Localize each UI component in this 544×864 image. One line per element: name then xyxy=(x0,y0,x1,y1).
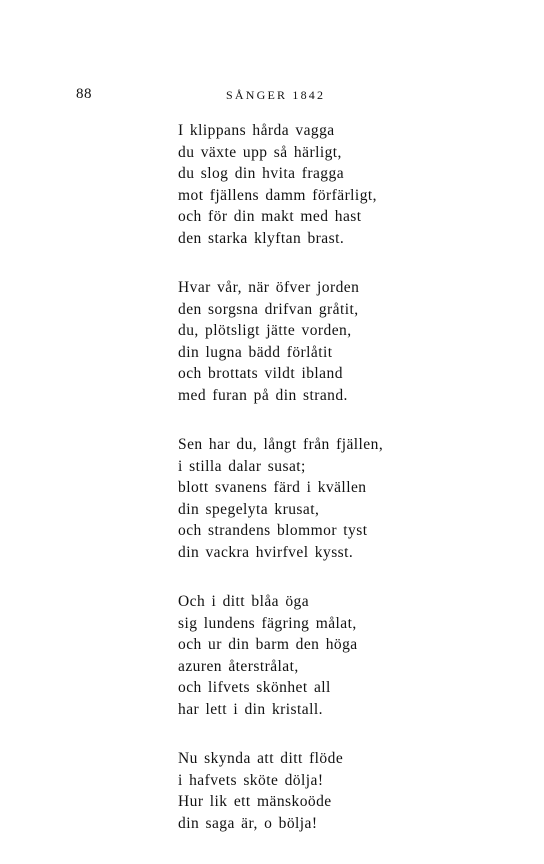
running-head: SÅNGER 1842 xyxy=(226,88,326,102)
poem-line: din spegelyta krusat, xyxy=(178,500,320,518)
poem-line: Och i ditt blåa öga xyxy=(178,593,310,610)
poem-line: och strandens blommor tyst xyxy=(178,522,368,539)
poem-line: din saga är, o bölja! xyxy=(178,814,318,832)
poem xyxy=(178,120,478,862)
poem-line: och brottats vildt ibland xyxy=(178,365,343,382)
page-number: 88 xyxy=(76,86,92,102)
poem-line: blott svanens färd i kvällen xyxy=(178,479,367,496)
poem-line: I klippans hårda vagga xyxy=(178,122,335,139)
poem-line: och ur din barm den höga xyxy=(178,636,358,653)
poem-line: har lett i din kristall. xyxy=(178,700,323,718)
stanza xyxy=(178,434,478,563)
poem-line: den sorgsna drifvan gråtit, xyxy=(178,300,359,318)
poem-line: i stilla dalar susat; xyxy=(178,457,306,475)
poem-line: den starka klyftan brast. xyxy=(178,229,345,247)
poem-line: med furan på din strand. xyxy=(178,386,348,404)
poem-line: i hafvets sköte dölja! xyxy=(178,771,324,789)
poem-line: Nu skynda att ditt flöde xyxy=(178,750,344,767)
poem-line: Hvar vår, när öfver jorden xyxy=(178,279,360,296)
poem-line: du växte upp så härligt, xyxy=(178,143,342,161)
poem-line: mot fjällens damm förfärligt, xyxy=(178,186,377,204)
poem-line: du, plötsligt jätte vorden, xyxy=(178,322,352,339)
poem-line: Hur lik ett mänskoöde xyxy=(178,793,332,810)
poem-line: och lifvets skönhet all xyxy=(178,679,331,696)
stanza xyxy=(178,120,478,249)
poem-line: din lugna bädd förlåtit xyxy=(178,343,333,361)
poem-line: Sen har du, långt från fjällen, xyxy=(178,436,384,453)
poem-line: din vackra hvirfvel kysst. xyxy=(178,543,354,561)
stanza xyxy=(178,748,478,834)
poem-line: och för din makt med hast xyxy=(178,208,362,225)
poem-line: du slog din hvita fragga xyxy=(178,165,345,182)
stanza xyxy=(178,277,478,406)
stanza xyxy=(178,591,478,720)
poem-line: azuren återstrålat, xyxy=(178,657,299,675)
poem-line: sig lundens fägring målat, xyxy=(178,614,357,632)
